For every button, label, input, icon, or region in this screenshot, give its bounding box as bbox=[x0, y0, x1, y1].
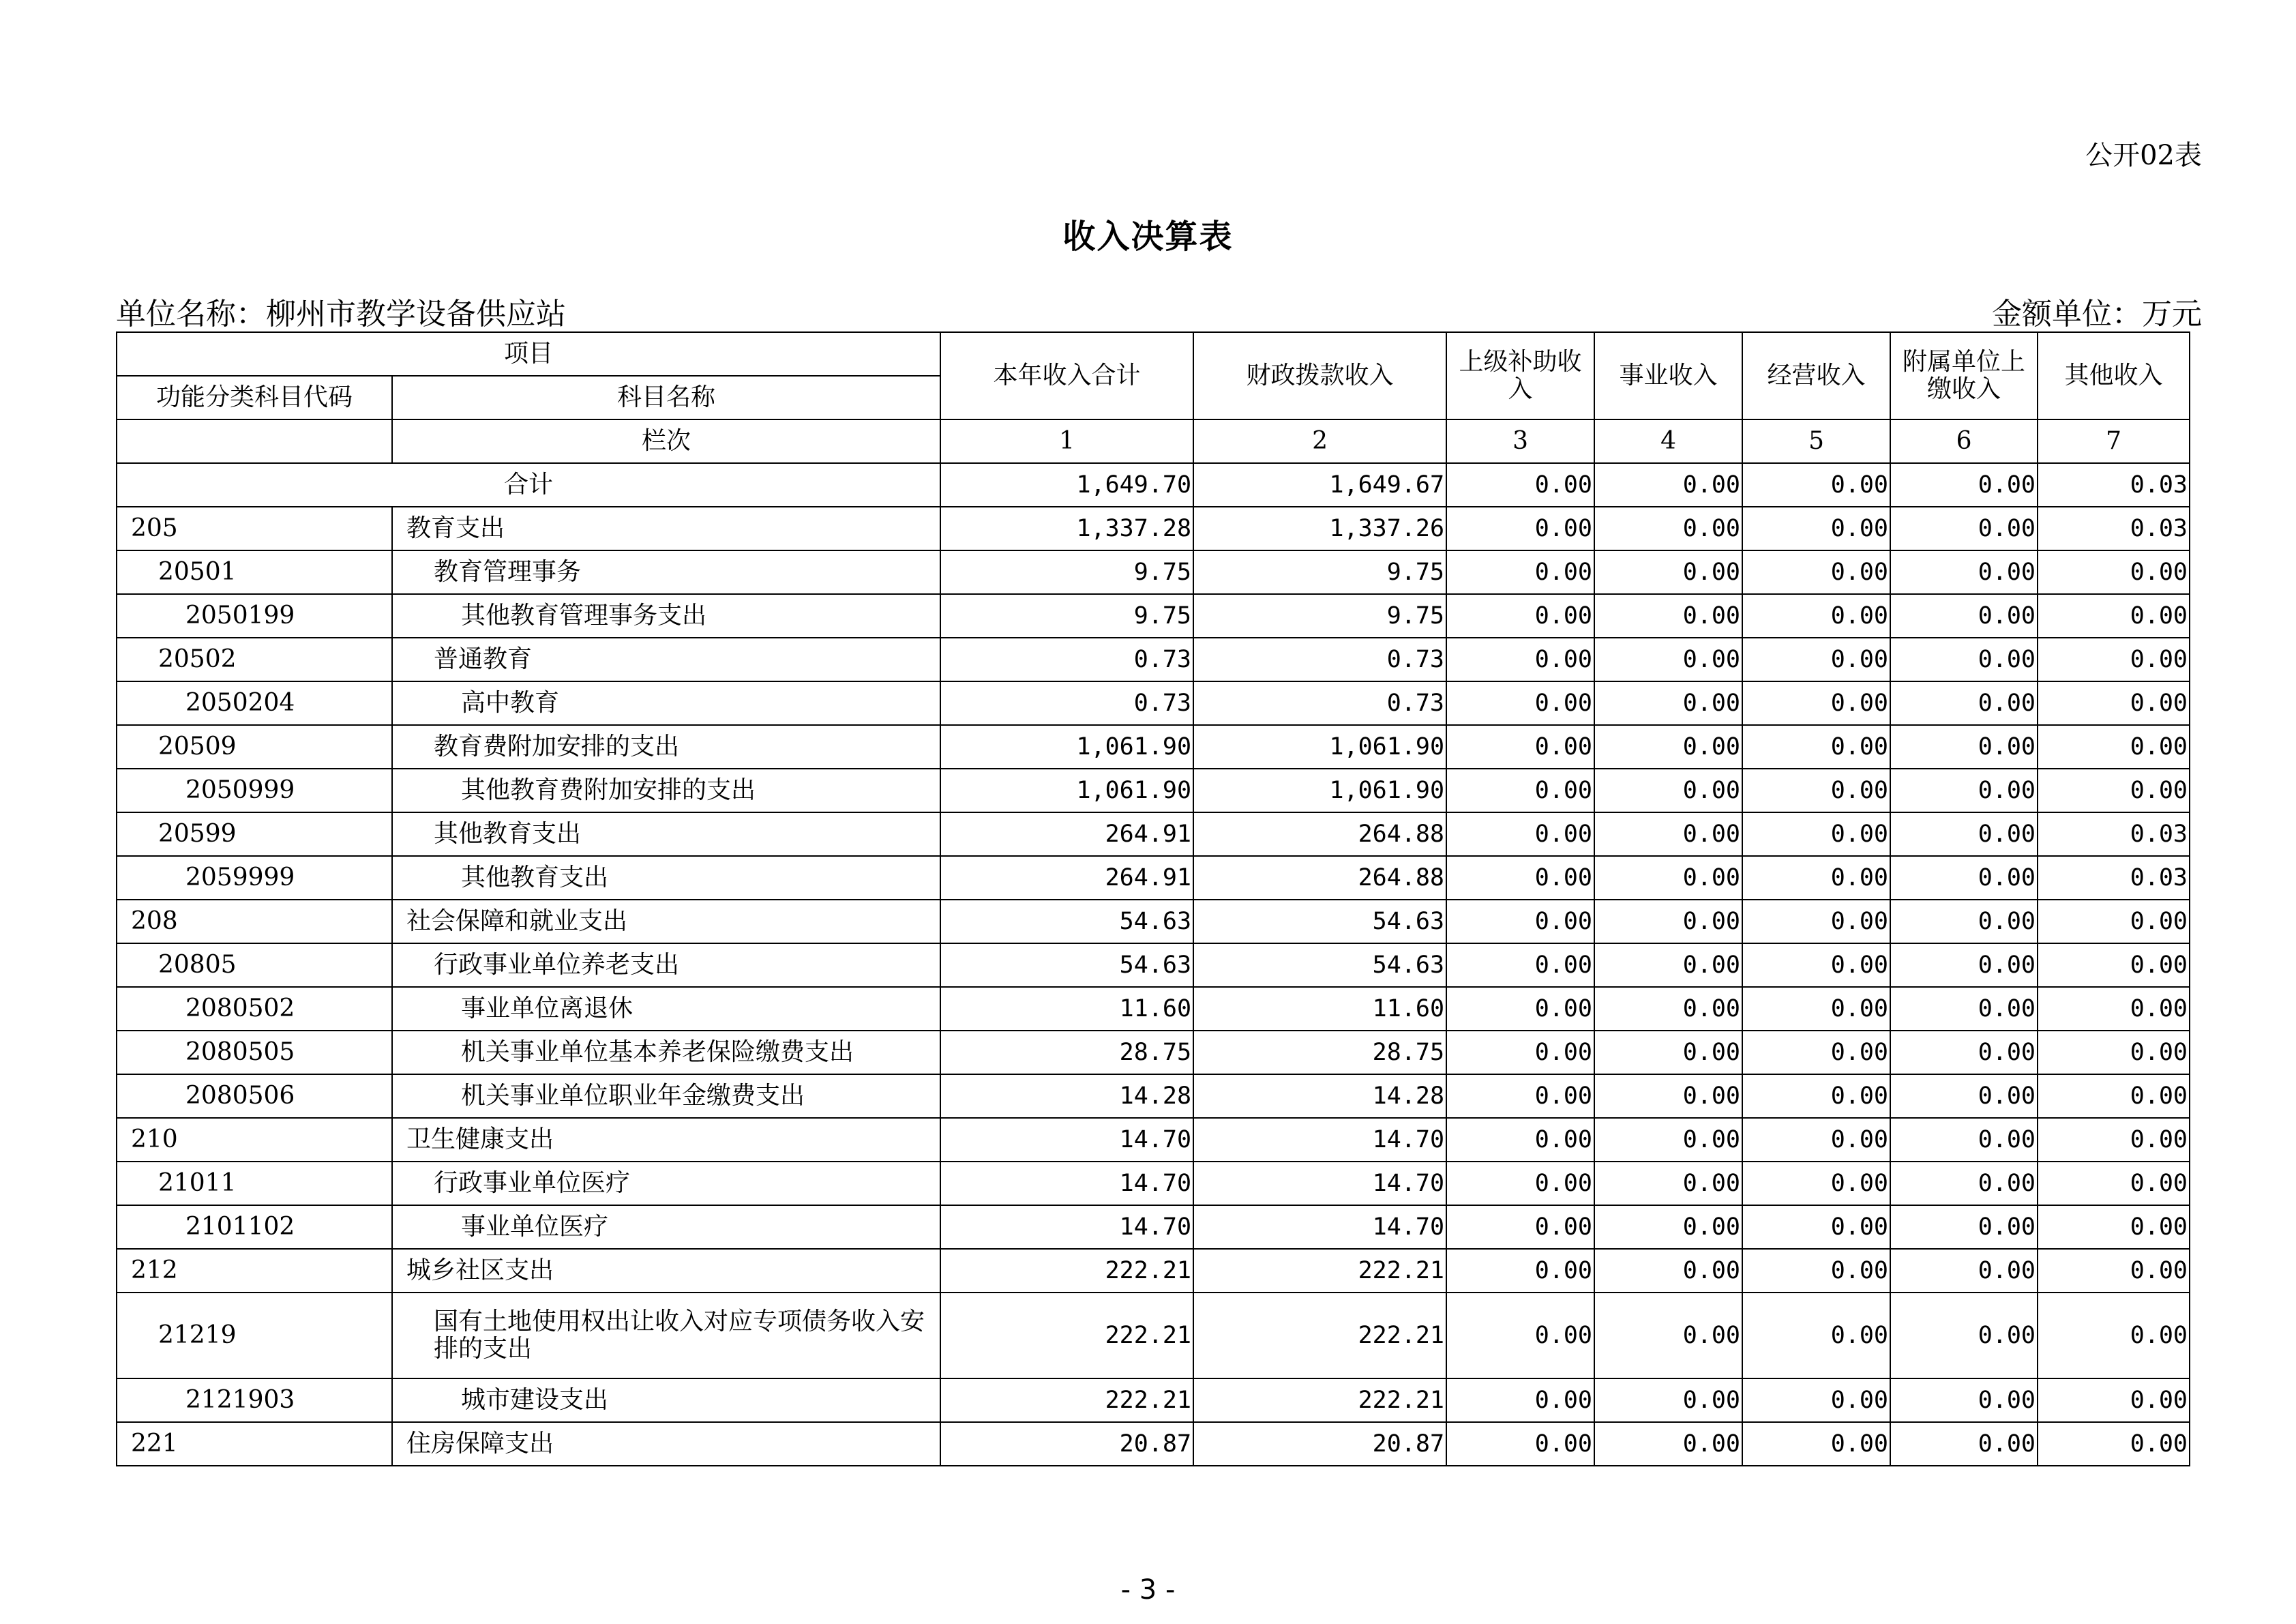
row-value: 0.00 bbox=[1742, 1031, 1890, 1074]
row-value: 0.00 bbox=[2038, 769, 2190, 812]
table-row bbox=[117, 769, 2190, 812]
row-value: 264.88 bbox=[1193, 856, 1446, 900]
row-value: 0.00 bbox=[1742, 1074, 1890, 1118]
page-number: - 3 - bbox=[1120, 1574, 1176, 1606]
row-value: 0.00 bbox=[1446, 769, 1594, 812]
row-value: 0.00 bbox=[1890, 507, 2038, 550]
row-value: 0.00 bbox=[1890, 856, 2038, 900]
row-value: 20.87 bbox=[1193, 1422, 1446, 1466]
row-value: 0.00 bbox=[1594, 1422, 1742, 1466]
row-name: 其他教育支出 bbox=[392, 856, 940, 900]
row-value: 11.60 bbox=[1193, 987, 1446, 1031]
table-row bbox=[117, 1422, 2190, 1466]
row-value: 0.00 bbox=[1742, 725, 1890, 769]
row-value: 0.00 bbox=[1446, 1031, 1594, 1074]
total-label: 合计 bbox=[117, 463, 940, 507]
row-value: 222.21 bbox=[1193, 1293, 1446, 1378]
row-value: 0.00 bbox=[2038, 1378, 2190, 1422]
header-blank bbox=[117, 419, 392, 463]
row-value: 0.00 bbox=[1446, 1162, 1594, 1205]
row-code: 2050999 bbox=[117, 769, 392, 812]
row-value: 0.00 bbox=[1890, 550, 2038, 594]
row-value: 0.00 bbox=[1446, 550, 1594, 594]
col-number-5: 5 bbox=[1742, 419, 1890, 463]
col-number-6: 6 bbox=[1890, 419, 2038, 463]
row-value: 0.00 bbox=[1594, 943, 1742, 987]
table-row bbox=[117, 681, 2190, 725]
row-name: 其他教育费附加安排的支出 bbox=[392, 769, 940, 812]
row-value: 0.00 bbox=[1890, 1074, 2038, 1118]
row-name: 事业单位医疗 bbox=[392, 1205, 940, 1249]
row-value: 14.70 bbox=[1193, 1118, 1446, 1162]
row-name: 住房保障支出 bbox=[392, 1422, 940, 1466]
row-value: 0.00 bbox=[1742, 1118, 1890, 1162]
unit-name: 单位名称：柳州市教学设备供应站 bbox=[116, 297, 566, 331]
row-value: 0.00 bbox=[1446, 1074, 1594, 1118]
table-row bbox=[117, 1249, 2190, 1293]
row-value: 0.73 bbox=[1193, 681, 1446, 725]
row-name: 城市建设支出 bbox=[392, 1378, 940, 1422]
total-value: 0.00 bbox=[1742, 463, 1890, 507]
row-value: 0.00 bbox=[1446, 987, 1594, 1031]
row-code: 21219 bbox=[117, 1293, 392, 1378]
header-sequence: 栏次 bbox=[392, 419, 940, 463]
header-col-4: 事业收入 bbox=[1594, 332, 1742, 419]
row-value: 0.00 bbox=[2038, 638, 2190, 681]
table-row bbox=[117, 507, 2190, 550]
row-value: 14.70 bbox=[940, 1205, 1193, 1249]
row-value: 0.00 bbox=[1742, 856, 1890, 900]
row-value: 9.75 bbox=[1193, 550, 1446, 594]
row-value: 0.73 bbox=[1193, 638, 1446, 681]
row-value: 0.00 bbox=[1446, 1378, 1594, 1422]
row-value: 9.75 bbox=[940, 594, 1193, 638]
row-value: 0.00 bbox=[1446, 1293, 1594, 1378]
row-value: 0.00 bbox=[1742, 1162, 1890, 1205]
table-row bbox=[117, 856, 2190, 900]
row-code: 221 bbox=[117, 1422, 392, 1466]
row-code: 20805 bbox=[117, 943, 392, 987]
table-row bbox=[117, 638, 2190, 681]
row-value: 0.00 bbox=[1742, 594, 1890, 638]
col-number-4: 4 bbox=[1594, 419, 1742, 463]
row-value: 0.00 bbox=[1446, 594, 1594, 638]
row-value: 0.03 bbox=[2038, 507, 2190, 550]
row-value: 1,061.90 bbox=[940, 769, 1193, 812]
row-value: 0.00 bbox=[1890, 1031, 2038, 1074]
row-value: 0.00 bbox=[1742, 1249, 1890, 1293]
row-code: 2080505 bbox=[117, 1031, 392, 1074]
row-code: 20502 bbox=[117, 638, 392, 681]
row-value: 0.00 bbox=[1742, 1422, 1890, 1466]
row-name: 教育管理事务 bbox=[392, 550, 940, 594]
row-name: 机关事业单位基本养老保险缴费支出 bbox=[392, 1031, 940, 1074]
row-value: 0.00 bbox=[2038, 1031, 2190, 1074]
row-value: 0.00 bbox=[1594, 1118, 1742, 1162]
row-value: 0.00 bbox=[1594, 681, 1742, 725]
row-value: 264.91 bbox=[940, 812, 1193, 856]
row-value: 0.00 bbox=[1446, 943, 1594, 987]
form-number: 公开02表 bbox=[2085, 140, 2202, 171]
row-value: 222.21 bbox=[1193, 1378, 1446, 1422]
total-value: 0.00 bbox=[1446, 463, 1594, 507]
header-col-7: 其他收入 bbox=[2038, 332, 2190, 419]
row-value: 0.73 bbox=[940, 638, 1193, 681]
row-value: 222.21 bbox=[940, 1293, 1193, 1378]
row-value: 0.00 bbox=[1742, 900, 1890, 943]
row-code: 2050204 bbox=[117, 681, 392, 725]
table-row bbox=[117, 1118, 2190, 1162]
row-value: 0.00 bbox=[1890, 1422, 2038, 1466]
row-value: 14.70 bbox=[940, 1118, 1193, 1162]
row-value: 54.63 bbox=[1193, 943, 1446, 987]
row-value: 0.00 bbox=[1594, 987, 1742, 1031]
table-row bbox=[117, 1162, 2190, 1205]
row-code: 210 bbox=[117, 1118, 392, 1162]
row-value: 14.70 bbox=[1193, 1162, 1446, 1205]
row-value: 28.75 bbox=[1193, 1031, 1446, 1074]
row-name: 机关事业单位职业年金缴费支出 bbox=[392, 1074, 940, 1118]
row-value: 0.00 bbox=[1594, 1293, 1742, 1378]
row-value: 0.00 bbox=[1742, 812, 1890, 856]
row-value: 0.00 bbox=[1446, 812, 1594, 856]
row-value: 0.00 bbox=[2038, 725, 2190, 769]
page-title: 收入决算表 bbox=[1062, 218, 1234, 256]
row-value: 9.75 bbox=[1193, 594, 1446, 638]
table-row bbox=[117, 550, 2190, 594]
row-value: 0.00 bbox=[1742, 681, 1890, 725]
row-value: 0.00 bbox=[1742, 550, 1890, 594]
row-value: 14.28 bbox=[1193, 1074, 1446, 1118]
table-row bbox=[117, 1378, 2190, 1422]
row-value: 0.00 bbox=[1742, 769, 1890, 812]
row-code: 208 bbox=[117, 900, 392, 943]
row-value: 0.00 bbox=[2038, 987, 2190, 1031]
row-value: 0.00 bbox=[1890, 1378, 2038, 1422]
row-name: 行政事业单位医疗 bbox=[392, 1162, 940, 1205]
row-value: 0.00 bbox=[2038, 1293, 2190, 1378]
header-name: 科目名称 bbox=[392, 376, 940, 419]
row-value: 1,337.28 bbox=[940, 507, 1193, 550]
header-project: 项目 bbox=[117, 332, 940, 376]
row-value: 0.00 bbox=[1742, 638, 1890, 681]
row-code: 2121903 bbox=[117, 1378, 392, 1422]
row-value: 14.70 bbox=[1193, 1205, 1446, 1249]
row-name: 教育支出 bbox=[392, 507, 940, 550]
row-value: 0.00 bbox=[2038, 900, 2190, 943]
row-value: 0.00 bbox=[1742, 943, 1890, 987]
header-code: 功能分类科目代码 bbox=[117, 376, 392, 419]
row-value: 0.00 bbox=[2038, 1205, 2190, 1249]
row-name: 国有土地使用权出让收入对应专项债务收入安排的支出 bbox=[392, 1293, 940, 1378]
row-value: 0.00 bbox=[1594, 550, 1742, 594]
total-value: 1,649.70 bbox=[940, 463, 1193, 507]
row-code: 20509 bbox=[117, 725, 392, 769]
row-value: 0.00 bbox=[1446, 507, 1594, 550]
header-col-1: 本年收入合计 bbox=[940, 332, 1193, 419]
row-value: 0.00 bbox=[1594, 1031, 1742, 1074]
row-name: 卫生健康支出 bbox=[392, 1118, 940, 1162]
row-value: 0.00 bbox=[1890, 900, 2038, 943]
table-row bbox=[117, 900, 2190, 943]
row-value: 0.00 bbox=[2038, 1074, 2190, 1118]
header-col-2: 财政拨款收入 bbox=[1193, 332, 1446, 419]
row-value: 0.00 bbox=[1594, 1249, 1742, 1293]
row-value: 0.00 bbox=[2038, 594, 2190, 638]
row-value: 0.00 bbox=[2038, 943, 2190, 987]
row-name: 其他教育管理事务支出 bbox=[392, 594, 940, 638]
row-name: 其他教育支出 bbox=[392, 812, 940, 856]
col-number-1: 1 bbox=[940, 419, 1193, 463]
row-value: 222.21 bbox=[940, 1249, 1193, 1293]
table-row bbox=[117, 1293, 2190, 1378]
row-code: 2059999 bbox=[117, 856, 392, 900]
table-header bbox=[117, 332, 2190, 463]
row-value: 264.91 bbox=[940, 856, 1193, 900]
table-row bbox=[117, 812, 2190, 856]
row-value: 0.00 bbox=[2038, 550, 2190, 594]
row-name: 高中教育 bbox=[392, 681, 940, 725]
row-value: 9.75 bbox=[940, 550, 1193, 594]
row-code: 21011 bbox=[117, 1162, 392, 1205]
row-value: 222.21 bbox=[940, 1378, 1193, 1422]
total-row bbox=[117, 463, 2190, 507]
col-number-7: 7 bbox=[2038, 419, 2190, 463]
row-value: 54.63 bbox=[940, 900, 1193, 943]
row-value: 20.87 bbox=[940, 1422, 1193, 1466]
row-name: 教育费附加安排的支出 bbox=[392, 725, 940, 769]
row-code: 2080506 bbox=[117, 1074, 392, 1118]
row-value: 0.00 bbox=[1742, 987, 1890, 1031]
row-name: 普通教育 bbox=[392, 638, 940, 681]
row-code: 2050199 bbox=[117, 594, 392, 638]
row-value: 0.00 bbox=[1890, 1162, 2038, 1205]
row-value: 0.00 bbox=[1890, 987, 2038, 1031]
row-value: 0.00 bbox=[2038, 1422, 2190, 1466]
row-value: 0.73 bbox=[940, 681, 1193, 725]
total-value: 0.00 bbox=[1890, 463, 2038, 507]
row-code: 2080502 bbox=[117, 987, 392, 1031]
row-value: 0.00 bbox=[1446, 1118, 1594, 1162]
row-value: 0.00 bbox=[1890, 943, 2038, 987]
row-value: 0.00 bbox=[2038, 1249, 2190, 1293]
row-code: 205 bbox=[117, 507, 392, 550]
row-value: 0.00 bbox=[1446, 856, 1594, 900]
header-col-5: 经营收入 bbox=[1742, 332, 1890, 419]
row-value: 0.00 bbox=[1890, 594, 2038, 638]
row-value: 54.63 bbox=[940, 943, 1193, 987]
row-value: 264.88 bbox=[1193, 812, 1446, 856]
row-value: 14.70 bbox=[940, 1162, 1193, 1205]
row-value: 0.00 bbox=[1890, 1293, 2038, 1378]
row-value: 0.00 bbox=[2038, 681, 2190, 725]
row-name: 社会保障和就业支出 bbox=[392, 900, 940, 943]
row-value: 0.00 bbox=[1742, 507, 1890, 550]
row-value: 0.00 bbox=[1446, 1205, 1594, 1249]
row-value: 0.00 bbox=[1890, 725, 2038, 769]
row-value: 0.00 bbox=[1742, 1205, 1890, 1249]
row-value: 0.00 bbox=[1594, 769, 1742, 812]
row-value: 0.00 bbox=[1594, 1378, 1742, 1422]
table-row bbox=[117, 943, 2190, 987]
row-value: 0.00 bbox=[1594, 900, 1742, 943]
total-value: 0.00 bbox=[1594, 463, 1742, 507]
row-value: 1,337.26 bbox=[1193, 507, 1446, 550]
row-value: 0.00 bbox=[1890, 1205, 2038, 1249]
row-name: 城乡社区支出 bbox=[392, 1249, 940, 1293]
row-code: 212 bbox=[117, 1249, 392, 1293]
table-row bbox=[117, 594, 2190, 638]
row-value: 0.00 bbox=[1594, 594, 1742, 638]
row-value: 1,061.90 bbox=[1193, 725, 1446, 769]
row-value: 0.00 bbox=[1890, 1118, 2038, 1162]
header-col-6: 附属单位上缴收入 bbox=[1890, 332, 2038, 419]
row-value: 0.00 bbox=[1594, 812, 1742, 856]
table-row bbox=[117, 1205, 2190, 1249]
row-value: 0.03 bbox=[2038, 856, 2190, 900]
row-value: 0.00 bbox=[1446, 681, 1594, 725]
total-value: 0.03 bbox=[2038, 463, 2190, 507]
row-value: 0.00 bbox=[1594, 638, 1742, 681]
table-body bbox=[117, 463, 2190, 1466]
row-code: 20501 bbox=[117, 550, 392, 594]
row-value: 0.00 bbox=[1446, 1249, 1594, 1293]
row-value: 1,061.90 bbox=[1193, 769, 1446, 812]
row-value: 54.63 bbox=[1193, 900, 1446, 943]
amount-unit: 金额单位：万元 bbox=[1992, 297, 2202, 331]
row-value: 0.00 bbox=[1594, 1205, 1742, 1249]
row-name: 事业单位离退休 bbox=[392, 987, 940, 1031]
row-value: 0.00 bbox=[1594, 856, 1742, 900]
row-value: 0.00 bbox=[1594, 1074, 1742, 1118]
row-value: 0.00 bbox=[1594, 507, 1742, 550]
row-value: 28.75 bbox=[940, 1031, 1193, 1074]
table-row bbox=[117, 987, 2190, 1031]
header-col-3: 上级补助收入 bbox=[1446, 332, 1594, 419]
row-value: 0.00 bbox=[1446, 725, 1594, 769]
col-number-3: 3 bbox=[1446, 419, 1594, 463]
row-value: 0.00 bbox=[1742, 1378, 1890, 1422]
row-value: 11.60 bbox=[940, 987, 1193, 1031]
col-number-2: 2 bbox=[1193, 419, 1446, 463]
table-row bbox=[117, 1031, 2190, 1074]
row-code: 2101102 bbox=[117, 1205, 392, 1249]
row-value: 0.00 bbox=[2038, 1118, 2190, 1162]
row-value: 14.28 bbox=[940, 1074, 1193, 1118]
row-value: 0.03 bbox=[2038, 812, 2190, 856]
row-value: 222.21 bbox=[1193, 1249, 1446, 1293]
row-value: 0.00 bbox=[1446, 638, 1594, 681]
row-value: 0.00 bbox=[1742, 1293, 1890, 1378]
row-value: 0.00 bbox=[1890, 681, 2038, 725]
row-value: 0.00 bbox=[1890, 769, 2038, 812]
row-value: 0.00 bbox=[1890, 1249, 2038, 1293]
row-value: 0.00 bbox=[1890, 812, 2038, 856]
row-value: 0.00 bbox=[1594, 725, 1742, 769]
row-value: 0.00 bbox=[1594, 1162, 1742, 1205]
row-code: 20599 bbox=[117, 812, 392, 856]
total-value: 1,649.67 bbox=[1193, 463, 1446, 507]
row-name: 行政事业单位养老支出 bbox=[392, 943, 940, 987]
table-row bbox=[117, 1074, 2190, 1118]
row-value: 0.00 bbox=[1446, 900, 1594, 943]
row-value: 1,061.90 bbox=[940, 725, 1193, 769]
table-row bbox=[117, 725, 2190, 769]
row-value: 0.00 bbox=[1446, 1422, 1594, 1466]
row-value: 0.00 bbox=[2038, 1162, 2190, 1205]
row-value: 0.00 bbox=[1890, 638, 2038, 681]
income-table bbox=[116, 331, 2190, 1466]
